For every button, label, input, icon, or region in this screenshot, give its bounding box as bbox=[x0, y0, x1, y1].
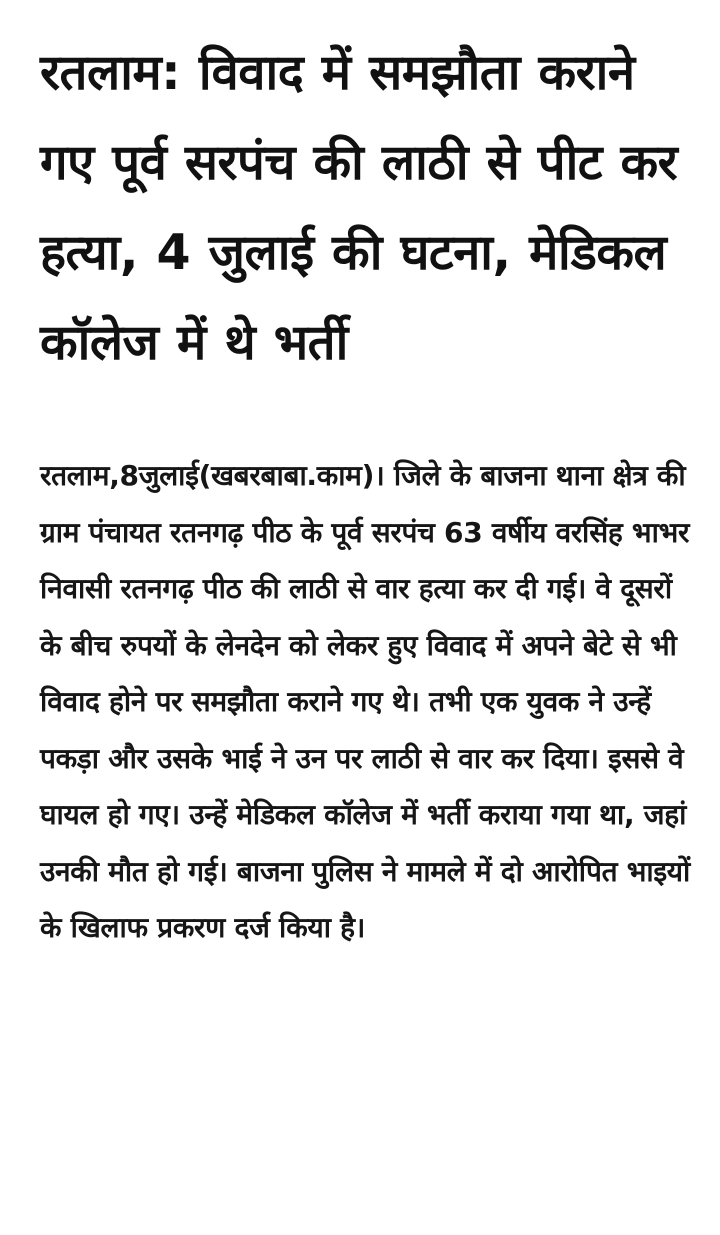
article-headline: रतलाम: विवाद में समझौता कराने गए पूर्व सरपंच की लाठी से पीट कर हत्या, 4 जुलाई की घटना, मेडिकल कॉलेज में थे भर्ती bbox=[40, 44, 678, 371]
article-body: रतलाम,8जुलाई(खबरबाबा.काम)। जिले के बाजना थाना क्षेत्र की ग्राम पंचायत रतनगढ़ पीठ के पूर्व सरपंच 63 वर्षीय वरसिंह भाभर निवासी रतनगढ़ पीठ की लाठी से वार हत्या कर दी गई। वे दूसरों के बीच रुपयों के लेनदेन को लेकर हुए विवाद में अपने बेटे से भी विवाद होने पर समझौता कराने गए थे। तभी एक युवक ने उन्हें पकड़ा और उसके भाई ने उन पर लाठी से वार कर दिया। इससे वे घायल हो गए। उन्हें मेडिकल कॉलेज में भर्ती कराया गया था, जहां उनकी मौत हो गई। बाजना पुलिस ने मामले में दो आरोपित भाइयों के खिलाफ प्रकरण दर्ज किया है। bbox=[40, 459, 690, 944]
